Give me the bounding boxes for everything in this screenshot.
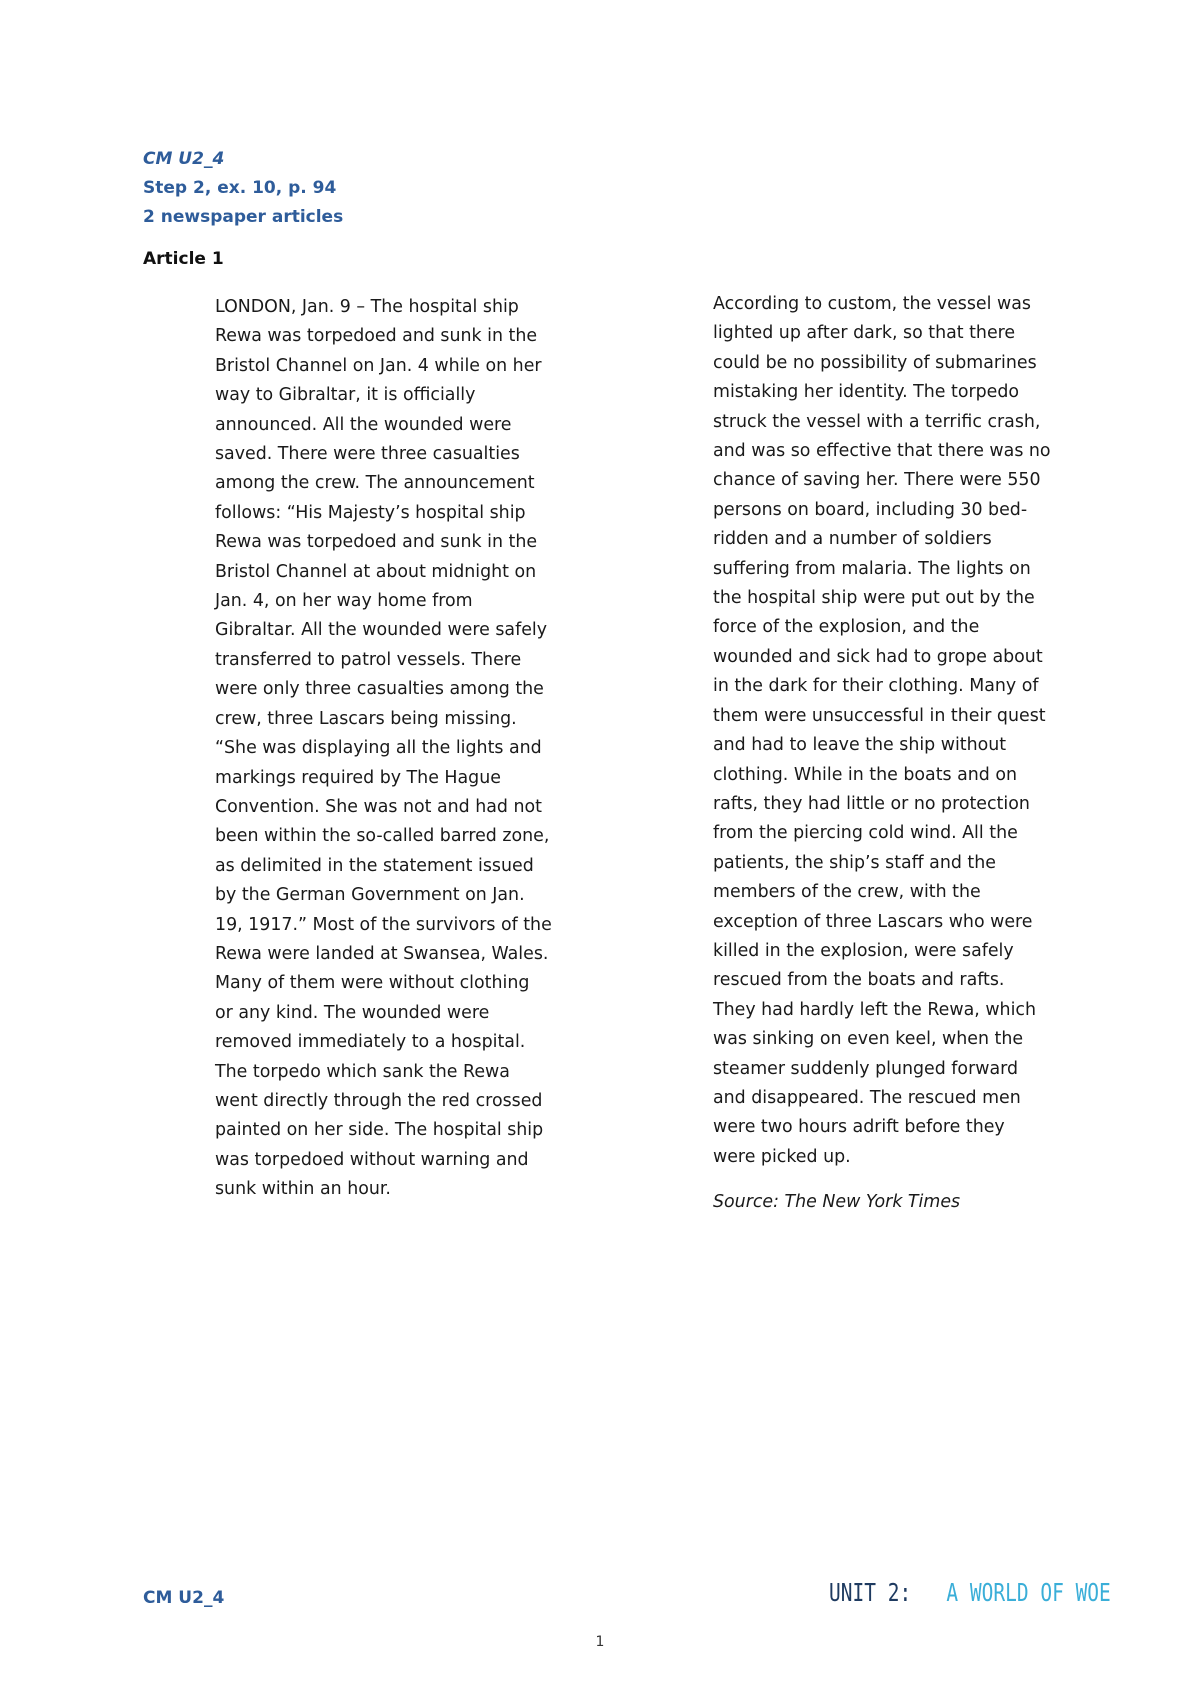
article-line: patients, the ship’s staff and the	[713, 852, 996, 873]
article-line: lighted up after dark, so that there	[713, 323, 1016, 344]
article-line: was torpedoed without warning and	[215, 1149, 529, 1170]
article-line: announced. All the wounded were	[215, 414, 512, 435]
article-line: Jan. 4, on her way home from	[215, 591, 473, 612]
article-line: by the German Government on Jan.	[215, 885, 525, 906]
article-line: sunk within an hour.	[215, 1179, 391, 1200]
article-line: rescued from the boats and rafts.	[713, 970, 1005, 991]
article-line: in the dark for their clothing. Many of	[713, 676, 1039, 697]
article-line: among the crew. The announcement	[215, 473, 535, 494]
article-line: struck the vessel with a terrific crash,	[713, 411, 1041, 432]
article-line: ridden and a number of soldiers	[713, 529, 992, 550]
article-line: and was so effective that there was no	[713, 441, 1051, 462]
article-line: killed in the explosion, were safely	[713, 940, 1014, 961]
article-line: were picked up.	[713, 1146, 851, 1167]
article-line: transferred to patrol vessels. There	[215, 649, 522, 670]
article-line: way to Gibraltar, it is officially	[215, 385, 476, 406]
logo-unit-label: UNIT 2:	[829, 1578, 912, 1607]
article-line: Rewa were landed at Swansea, Wales.	[215, 943, 549, 964]
article-line: been within the so-called barred zone,	[215, 826, 550, 847]
article-line: They had hardly left the Rewa, which	[713, 999, 1036, 1020]
article-line: or any kind. The wounded were	[215, 1002, 490, 1023]
article-line: from the piercing cold wind. All the	[713, 823, 1018, 844]
article-line: Many of them were without clothing	[215, 973, 530, 994]
article-line: Convention. She was not and had not	[215, 796, 542, 817]
article-line: Rewa was torpedoed and sunk in the	[215, 532, 538, 553]
article-source: Source: The New York Times	[713, 1192, 961, 1212]
article-line: and had to leave the ship without	[713, 735, 1007, 756]
article-line: persons on board, including 30 bed-	[713, 499, 1028, 520]
article-line: According to custom, the vessel was	[713, 294, 1031, 314]
document-header	[143, 145, 343, 232]
article-line: crew, three Lascars being missing.	[215, 708, 517, 729]
article-line: rafts, they had little or no protection	[713, 793, 1030, 814]
article-line: removed immediately to a hospital.	[215, 1032, 526, 1053]
article-line: and disappeared. The rescued men	[713, 1087, 1021, 1108]
article-line: the hospital ship were put out by the	[713, 588, 1035, 609]
article-line: follows: “His Majesty’s hospital ship	[215, 502, 526, 523]
article-line: wounded and sick had to grope about	[713, 646, 1043, 667]
article-line: was sinking on even keel, when the	[713, 1029, 1024, 1050]
article-line: as delimited in the statement issued	[215, 855, 534, 876]
document-code: CM U2_4	[143, 149, 225, 169]
unit-logo	[829, 1578, 1111, 1618]
article-line: force of the explosion, and the	[713, 617, 980, 638]
step-reference: Step 2, ex. 10, p. 94	[143, 178, 337, 198]
article-left-column	[215, 293, 575, 1205]
article-line: could be no possibility of submarines	[713, 352, 1037, 373]
document-subtitle: 2 newspaper articles	[143, 207, 344, 227]
article-line: steamer suddenly plunged forward	[713, 1058, 1018, 1079]
article-line: Bristol Channel at about midnight on	[215, 561, 537, 582]
article-line: were two hours adrift before they	[713, 1117, 1005, 1138]
article-line: exception of three Lascars who were	[713, 911, 1033, 932]
article-right-column	[713, 290, 1073, 1172]
article-line: suffering from malaria. The lights on	[713, 558, 1031, 579]
article-line: markings required by The Hague	[215, 767, 501, 788]
article-line: 19, 1917.” Most of the survivors of the	[215, 914, 552, 935]
article-line: The torpedo which sank the Rewa	[215, 1061, 510, 1082]
page-number: 1	[595, 1634, 605, 1650]
logo-unit-title: A WORLD OF WOE	[946, 1578, 1111, 1607]
article-line: “She was displaying all the lights and	[215, 738, 542, 759]
article-line: Rewa was torpedoed and sunk in the	[215, 326, 538, 347]
article-line: them were unsuccessful in their quest	[713, 705, 1046, 726]
logo-spacer	[923, 1578, 935, 1607]
article-line: Bristol Channel on Jan. 4 while on her	[215, 355, 542, 376]
article-title: Article 1	[143, 249, 224, 269]
article-line: chance of saving her. There were 550	[713, 470, 1041, 491]
article-line: went directly through the red crossed	[215, 1090, 543, 1111]
article-line: LONDON, Jan. 9 – The hospital ship	[215, 297, 519, 317]
article-line: painted on her side. The hospital ship	[215, 1120, 544, 1141]
footer-code: CM U2_4	[143, 1588, 225, 1608]
article-line: Gibraltar. All the wounded were safely	[215, 620, 548, 641]
article-line: saved. There were three casualties	[215, 444, 520, 465]
article-line: were only three casualties among the	[215, 679, 544, 700]
article-line: members of the crew, with the	[713, 882, 981, 903]
article-line: mistaking her identity. The torpedo	[713, 382, 1020, 403]
article-line: clothing. While in the boats and on	[713, 764, 1018, 785]
